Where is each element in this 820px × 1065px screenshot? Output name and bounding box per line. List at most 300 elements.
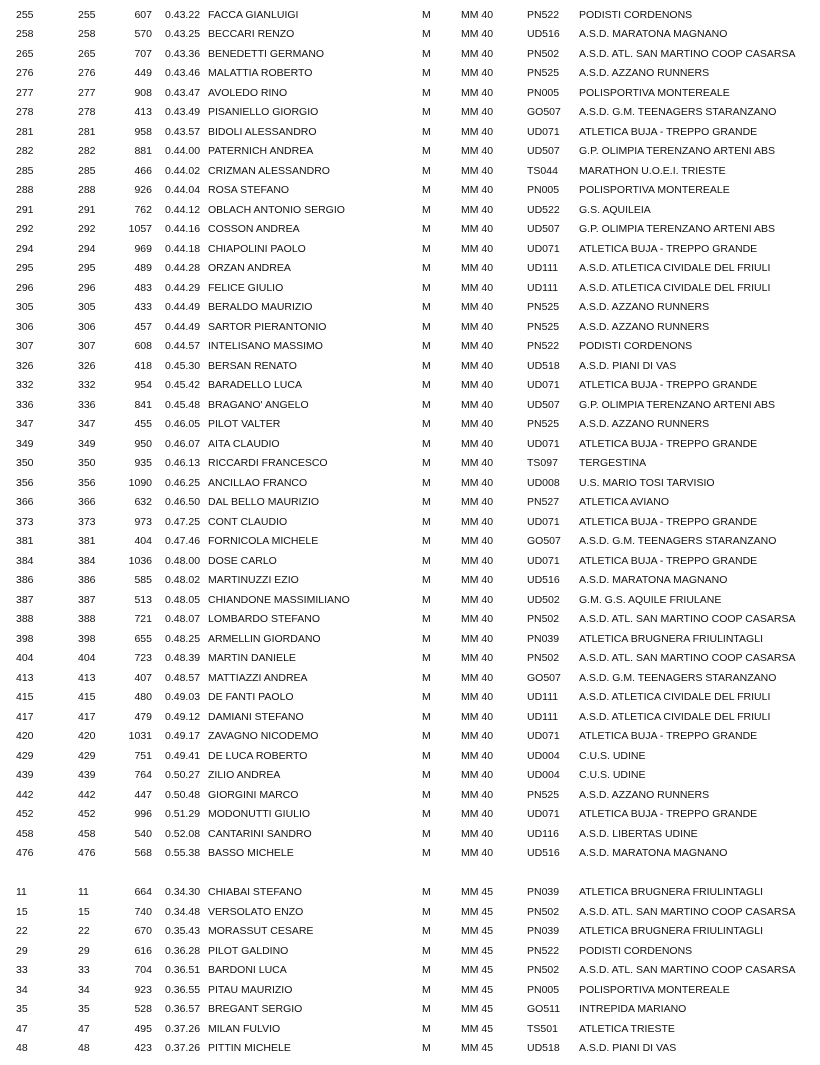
bib-number-cell: 457 — [134, 320, 152, 333]
time-cell: 0.45.48 — [165, 398, 201, 411]
result-row — [0, 766, 820, 786]
club-code-cell: PN039 — [527, 886, 560, 898]
athlete-name-cell: MATTIAZZI ANDREA — [208, 671, 308, 684]
time-cell: 0.35.43 — [165, 925, 201, 937]
category-position-cell: 350 — [78, 457, 96, 469]
position-cell: 15 — [16, 905, 28, 918]
club-code-cell: PN502 — [527, 964, 560, 976]
bib-number-cell: 923 — [134, 983, 152, 996]
club-code-cell: UD516 — [527, 574, 560, 586]
result-row — [0, 279, 820, 299]
club-name-cell: A.S.D. AZZANO RUNNERS — [579, 418, 710, 430]
club-name-cell: G.M. G.S. AQUILE FRIULANE — [579, 593, 722, 606]
position-cell: 307 — [16, 340, 34, 352]
athlete-name-cell: ARMELLIN GIORDANO — [208, 632, 321, 645]
bib-number-cell: 664 — [134, 886, 152, 898]
category-position-cell: 388 — [78, 613, 96, 625]
category-position-cell: 420 — [78, 730, 96, 742]
category-cell: MM 40 — [461, 379, 494, 391]
club-code-cell: UD111 — [527, 262, 559, 274]
sex-cell: M — [422, 964, 431, 976]
athlete-name-cell: CHIABAI STEFANO — [208, 886, 302, 898]
result-row — [0, 493, 820, 513]
bib-number-cell: 404 — [134, 535, 152, 547]
category-position-cell: 276 — [78, 67, 96, 79]
position-cell: 296 — [16, 281, 34, 294]
club-code-cell: UD071 — [527, 554, 560, 567]
category-position-cell: 291 — [78, 203, 96, 216]
bib-number-cell: 704 — [134, 964, 152, 976]
sex-cell: M — [422, 106, 431, 118]
category-cell: MM 40 — [461, 632, 494, 645]
category-cell: MM 45 — [461, 886, 494, 898]
club-name-cell: ATLETICA BUJA - TREPPO GRANDE — [579, 730, 758, 742]
time-cell: 0.43.46 — [165, 67, 201, 79]
club-name-cell: A.S.D. AZZANO RUNNERS — [579, 67, 710, 79]
result-row — [0, 1020, 820, 1040]
position-cell: 29 — [16, 944, 28, 957]
athlete-name-cell: PISANIELLO GIORGIO — [208, 106, 319, 118]
result-row — [0, 786, 820, 806]
athlete-name-cell: COSSON ANDREA — [208, 223, 300, 235]
bib-number-cell: 973 — [134, 515, 152, 528]
club-name-cell: A.S.D. G.M. TEENAGERS STARANZANO — [579, 106, 777, 118]
club-code-cell: UD507 — [527, 223, 560, 235]
bib-number-cell: 751 — [134, 749, 152, 762]
time-cell: 0.44.29 — [165, 281, 201, 294]
position-cell: 276 — [16, 67, 34, 79]
club-code-cell: PN522 — [527, 340, 560, 352]
category-cell: MM 40 — [461, 574, 494, 586]
sex-cell: M — [422, 769, 431, 781]
category-cell: MM 40 — [461, 28, 494, 40]
club-name-cell: A.S.D. ATLETICA CIVIDALE DEL FRIULI — [579, 262, 771, 274]
category-cell: MM 45 — [461, 1022, 494, 1035]
bib-number-cell: 607 — [134, 8, 152, 21]
result-row — [0, 6, 820, 26]
club-name-cell: ATLETICA BUJA - TREPPO GRANDE — [579, 808, 758, 820]
club-name-cell: A.S.D. AZZANO RUNNERS — [579, 320, 710, 333]
position-cell: 415 — [16, 691, 34, 703]
club-code-cell: GO507 — [527, 671, 561, 684]
athlete-name-cell: ZILIO ANDREA — [208, 769, 281, 781]
athlete-name-cell: ROSA STEFANO — [208, 184, 290, 196]
club-name-cell: A.S.D. ATL. SAN MARTINO COOP CASARSA — [579, 613, 796, 625]
position-cell: 295 — [16, 262, 34, 274]
category-cell: MM 40 — [461, 223, 494, 235]
position-cell: 326 — [16, 359, 34, 372]
athlete-name-cell: RICCARDI FRANCESCO — [208, 457, 328, 469]
time-cell: 0.49.17 — [165, 730, 201, 742]
category-cell: MM 40 — [461, 535, 494, 547]
club-code-cell: UD008 — [527, 476, 560, 489]
category-cell: MM 40 — [461, 47, 494, 60]
athlete-name-cell: AVOLEDO RINO — [208, 86, 288, 99]
club-name-cell: ATLETICA TRIESTE — [579, 1022, 675, 1035]
club-code-cell: UD522 — [527, 203, 560, 216]
athlete-name-cell: DE FANTI PAOLO — [208, 691, 294, 703]
club-name-cell: A.S.D. ATL. SAN MARTINO COOP CASARSA — [579, 652, 796, 664]
category-position-cell: 398 — [78, 632, 96, 645]
club-name-cell: A.S.D. MARATONA MAGNANO — [579, 28, 728, 40]
category-position-cell: 295 — [78, 262, 96, 274]
category-cell: MM 40 — [461, 8, 494, 21]
bib-number-cell: 455 — [134, 418, 152, 430]
time-cell: 0.45.30 — [165, 359, 201, 372]
athlete-name-cell: BERSAN RENATO — [208, 359, 297, 372]
result-row — [0, 396, 820, 416]
time-cell: 0.37.26 — [165, 1022, 201, 1035]
time-cell: 0.44.12 — [165, 203, 201, 216]
club-code-cell: UD071 — [527, 125, 560, 138]
bib-number-cell: 762 — [134, 203, 152, 216]
category-position-cell: 347 — [78, 418, 96, 430]
club-name-cell: A.S.D. ATL. SAN MARTINO COOP CASARSA — [579, 964, 796, 976]
category-cell: MM 40 — [461, 262, 494, 274]
athlete-name-cell: MARTIN DANIELE — [208, 652, 296, 664]
category-position-cell: 29 — [78, 944, 90, 957]
sex-cell: M — [422, 184, 431, 196]
sex-cell: M — [422, 359, 431, 372]
result-row — [0, 45, 820, 65]
club-name-cell: MARATHON U.O.E.I. TRIESTE — [579, 164, 726, 177]
category-position-cell: 294 — [78, 242, 96, 255]
sex-cell: M — [422, 808, 431, 820]
category-position-cell: 413 — [78, 671, 96, 684]
position-cell: 34 — [16, 983, 28, 996]
time-cell: 0.50.27 — [165, 769, 201, 781]
category-position-cell: 349 — [78, 437, 96, 450]
category-cell: MM 45 — [461, 905, 494, 918]
result-row — [0, 669, 820, 689]
bib-number-cell: 1057 — [128, 223, 152, 235]
category-cell: MM 40 — [461, 847, 494, 859]
result-row — [0, 1000, 820, 1020]
athlete-name-cell: BIDOLI ALESSANDRO — [208, 125, 317, 138]
result-row — [0, 688, 820, 708]
result-row — [0, 474, 820, 494]
category-position-cell: 307 — [78, 340, 96, 352]
time-cell: 0.43.25 — [165, 28, 201, 40]
category-cell: MM 45 — [461, 1042, 494, 1054]
athlete-name-cell: ORZAN ANDREA — [208, 262, 291, 274]
club-code-cell: UD116 — [527, 827, 559, 840]
sex-cell: M — [422, 281, 431, 294]
athlete-name-cell: ZAVAGNO NICODEMO — [208, 730, 319, 742]
category-cell: MM 40 — [461, 788, 494, 801]
athlete-name-cell: DE LUCA ROBERTO — [208, 749, 308, 762]
position-cell: 388 — [16, 613, 34, 625]
bib-number-cell: 585 — [134, 574, 152, 586]
category-cell: MM 40 — [461, 437, 494, 450]
sex-cell: M — [422, 905, 431, 918]
category-cell: MM 40 — [461, 808, 494, 820]
athlete-name-cell: GIORGINI MARCO — [208, 788, 299, 801]
category-cell: MM 40 — [461, 613, 494, 625]
bib-number-cell: 950 — [134, 437, 152, 450]
time-cell: 0.44.18 — [165, 242, 201, 255]
club-code-cell: GO507 — [527, 106, 561, 118]
time-cell: 0.50.48 — [165, 788, 201, 801]
category-cell: MM 40 — [461, 671, 494, 684]
position-cell: 384 — [16, 554, 34, 567]
position-cell: 282 — [16, 145, 34, 157]
position-cell: 442 — [16, 788, 34, 801]
category-position-cell: 47 — [78, 1022, 90, 1035]
club-name-cell: G.P. OLIMPIA TERENZANO ARTENI ABS — [579, 398, 776, 411]
position-cell: 306 — [16, 320, 34, 333]
club-name-cell: A.S.D. ATL. SAN MARTINO COOP CASARSA — [579, 47, 796, 60]
sex-cell: M — [422, 242, 431, 255]
athlete-name-cell: MARTINUZZI EZIO — [208, 574, 299, 586]
club-code-cell: TS097 — [527, 457, 558, 469]
sex-cell: M — [422, 632, 431, 645]
club-name-cell: PODISTI CORDENONS — [579, 340, 693, 352]
club-name-cell: C.U.S. UDINE — [579, 769, 646, 781]
category-cell: MM 40 — [461, 476, 494, 489]
club-name-cell: ATLETICA BRUGNERA FRIULINTAGLI — [579, 886, 763, 898]
result-row — [0, 64, 820, 84]
club-name-cell: ATLETICA BUJA - TREPPO GRANDE — [579, 554, 758, 567]
position-cell: 386 — [16, 574, 34, 586]
position-cell: 258 — [16, 28, 34, 40]
club-code-cell: UD071 — [527, 730, 560, 742]
sex-cell: M — [422, 788, 431, 801]
category-position-cell: 384 — [78, 554, 96, 567]
position-cell: 292 — [16, 223, 34, 235]
category-cell: MM 40 — [461, 554, 494, 567]
position-cell: 255 — [16, 8, 34, 21]
athlete-name-cell: BARADELLO LUCA — [208, 379, 302, 391]
time-cell: 0.34.30 — [165, 886, 201, 898]
bib-number-cell: 407 — [134, 671, 152, 684]
bib-number-cell: 1036 — [128, 554, 152, 567]
club-code-cell: PN525 — [527, 301, 560, 313]
result-row — [0, 259, 820, 279]
category-position-cell: 381 — [78, 535, 96, 547]
time-cell: 0.49.03 — [165, 691, 201, 703]
sex-cell: M — [422, 983, 431, 996]
category-position-cell: 15 — [78, 905, 90, 918]
result-row — [0, 435, 820, 455]
result-row — [0, 571, 820, 591]
club-name-cell: A.S.D. MARATONA MAGNANO — [579, 574, 728, 586]
time-cell: 0.43.36 — [165, 47, 201, 60]
sex-cell: M — [422, 28, 431, 40]
time-cell: 0.46.25 — [165, 476, 201, 489]
result-row — [0, 337, 820, 357]
club-name-cell: A.S.D. ATLETICA CIVIDALE DEL FRIULI — [579, 710, 771, 723]
category-cell: MM 40 — [461, 691, 494, 703]
category-position-cell: 34 — [78, 983, 90, 996]
sex-cell: M — [422, 320, 431, 333]
time-cell: 0.46.13 — [165, 457, 201, 469]
sex-cell: M — [422, 730, 431, 742]
athlete-name-cell: BASSO MICHELE — [208, 847, 294, 859]
result-row — [0, 201, 820, 221]
athlete-name-cell: BECCARI RENZO — [208, 28, 295, 40]
bib-number-cell: 935 — [134, 457, 152, 469]
position-cell: 439 — [16, 769, 34, 781]
sex-cell: M — [422, 476, 431, 489]
category-cell: MM 40 — [461, 106, 494, 118]
bib-number-cell: 764 — [134, 769, 152, 781]
category-position-cell: 306 — [78, 320, 96, 333]
athlete-name-cell: BRAGANO' ANGELO — [208, 398, 309, 411]
club-name-cell: POLISPORTIVA MONTEREALE — [579, 184, 730, 196]
result-row — [0, 591, 820, 611]
club-code-cell: UD111 — [527, 281, 559, 294]
club-code-cell: UD071 — [527, 379, 560, 391]
bib-number-cell: 954 — [134, 379, 152, 391]
bib-number-cell: 841 — [134, 398, 152, 411]
result-row — [0, 454, 820, 474]
athlete-name-cell: BREGANT SERGIO — [208, 1003, 303, 1015]
sex-cell: M — [422, 203, 431, 216]
result-row — [0, 532, 820, 552]
bib-number-cell: 466 — [134, 164, 152, 177]
sex-cell: M — [422, 457, 431, 469]
category-position-cell: 415 — [78, 691, 96, 703]
category-cell: MM 40 — [461, 164, 494, 177]
category-position-cell: 452 — [78, 808, 96, 820]
club-code-cell: UD071 — [527, 242, 560, 255]
position-cell: 288 — [16, 184, 34, 196]
category-cell: MM 40 — [461, 145, 494, 157]
bib-number-cell: 570 — [134, 28, 152, 40]
club-name-cell: A.S.D. PIANI DI VAS — [579, 359, 677, 372]
position-cell: 278 — [16, 106, 34, 118]
position-cell: 294 — [16, 242, 34, 255]
category-cell: MM 40 — [461, 457, 494, 469]
time-cell: 0.48.39 — [165, 652, 201, 664]
sex-cell: M — [422, 379, 431, 391]
category-position-cell: 336 — [78, 398, 96, 411]
sex-cell: M — [422, 925, 431, 937]
category-cell: MM 40 — [461, 710, 494, 723]
club-code-cell: UD507 — [527, 398, 560, 411]
position-cell: 336 — [16, 398, 34, 411]
sex-cell: M — [422, 652, 431, 664]
category-position-cell: 305 — [78, 301, 96, 313]
club-name-cell: A.S.D. AZZANO RUNNERS — [579, 301, 710, 313]
athlete-name-cell: OBLACH ANTONIO SERGIO — [208, 203, 345, 216]
result-row — [0, 84, 820, 104]
position-cell: 452 — [16, 808, 34, 820]
bib-number-cell: 616 — [134, 944, 152, 957]
category-cell: MM 40 — [461, 67, 494, 79]
club-name-cell: G.S. AQUILEIA — [579, 203, 651, 216]
club-name-cell: ATLETICA BRUGNERA FRIULINTAGLI — [579, 632, 763, 645]
club-code-cell: UD004 — [527, 749, 560, 762]
result-row — [0, 181, 820, 201]
position-cell: 285 — [16, 164, 34, 177]
club-name-cell: ATLETICA BUJA - TREPPO GRANDE — [579, 242, 758, 255]
time-cell: 0.37.26 — [165, 1042, 201, 1054]
club-code-cell: PN525 — [527, 418, 560, 430]
athlete-name-cell: CHIANDONE MASSIMILIANO — [208, 593, 350, 606]
bib-number-cell: 958 — [134, 125, 152, 138]
category-position-cell: 288 — [78, 184, 96, 196]
category-position-cell: 48 — [78, 1042, 90, 1054]
bib-number-cell: 479 — [134, 710, 152, 723]
bib-number-cell: 632 — [134, 496, 152, 508]
club-code-cell: PN005 — [527, 86, 560, 99]
sex-cell: M — [422, 1042, 431, 1054]
club-name-cell: A.S.D. AZZANO RUNNERS — [579, 788, 710, 801]
category-position-cell: 387 — [78, 593, 96, 606]
sex-cell: M — [422, 827, 431, 840]
position-cell: 349 — [16, 437, 34, 450]
category-position-cell: 476 — [78, 847, 96, 859]
athlete-name-cell: CANTARINI SANDRO — [208, 827, 312, 840]
time-cell: 0.48.25 — [165, 632, 201, 645]
position-cell: 347 — [16, 418, 34, 430]
sex-cell: M — [422, 496, 431, 508]
result-row — [0, 649, 820, 669]
result-row — [0, 376, 820, 396]
club-code-cell: UD507 — [527, 145, 560, 157]
category-cell: MM 40 — [461, 301, 494, 313]
club-code-cell: PN525 — [527, 788, 560, 801]
sex-cell: M — [422, 301, 431, 313]
result-row — [0, 981, 820, 1001]
bib-number-cell: 996 — [134, 808, 152, 820]
sex-cell: M — [422, 554, 431, 567]
bib-number-cell: 513 — [134, 593, 152, 606]
result-row — [0, 1039, 820, 1059]
sex-cell: M — [422, 847, 431, 859]
time-cell: 0.48.02 — [165, 574, 201, 586]
result-row — [0, 298, 820, 318]
club-code-cell: TS044 — [527, 164, 558, 177]
category-position-cell: 296 — [78, 281, 96, 294]
time-cell: 0.43.22 — [165, 8, 201, 21]
club-code-cell: PN502 — [527, 47, 560, 60]
result-row — [0, 513, 820, 533]
sex-cell: M — [422, 47, 431, 60]
athlete-name-cell: CRIZMAN ALESSANDRO — [208, 164, 330, 177]
category-cell: MM 40 — [461, 242, 494, 255]
time-cell: 0.44.04 — [165, 184, 201, 196]
category-position-cell: 22 — [78, 925, 90, 937]
bib-number-cell: 483 — [134, 281, 152, 294]
club-code-cell: GO511 — [527, 1003, 561, 1015]
position-cell: 305 — [16, 301, 34, 313]
sex-cell: M — [422, 535, 431, 547]
category-cell: MM 40 — [461, 184, 494, 196]
athlete-name-cell: DOSE CARLO — [208, 554, 277, 567]
club-name-cell: POLISPORTIVA MONTEREALE — [579, 983, 730, 996]
club-code-cell: UD071 — [527, 437, 560, 450]
club-name-cell: ATLETICA AVIANO — [579, 496, 670, 508]
time-cell: 0.44.02 — [165, 164, 201, 177]
time-cell: 0.47.46 — [165, 535, 201, 547]
bib-number-cell: 670 — [134, 925, 152, 937]
bib-number-cell: 926 — [134, 184, 152, 196]
result-row — [0, 922, 820, 942]
club-code-cell: PN039 — [527, 632, 560, 645]
bib-number-cell: 480 — [134, 691, 152, 703]
club-name-cell: A.S.D. G.M. TEENAGERS STARANZANO — [579, 671, 777, 684]
position-cell: 404 — [16, 652, 34, 664]
sex-cell: M — [422, 262, 431, 274]
club-name-cell: ATLETICA BUJA - TREPPO GRANDE — [579, 515, 758, 528]
result-row — [0, 240, 820, 260]
result-row — [0, 123, 820, 143]
bib-number-cell: 608 — [134, 340, 152, 352]
time-cell: 0.36.51 — [165, 964, 201, 976]
